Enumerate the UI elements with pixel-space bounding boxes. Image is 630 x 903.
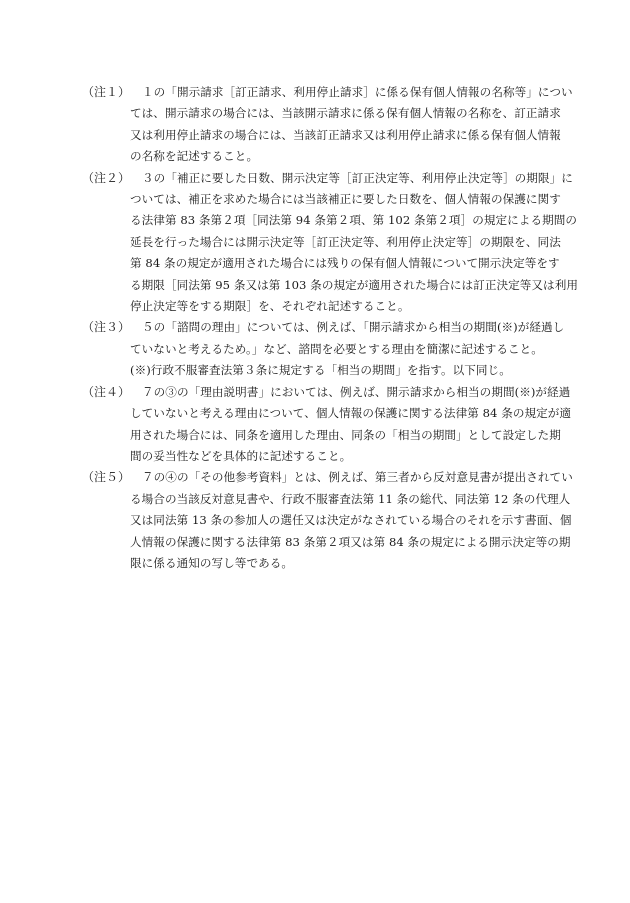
note-5 bbox=[82, 467, 573, 574]
note-line: 又は利用停止請求の場合には、当該訂正請求又は利用停止請求に係る保有個人情報 bbox=[130, 127, 561, 142]
note-line: ７の③の「理由説明書」においては、例えば、開示請求から相当の期間(※)が経過 bbox=[142, 384, 571, 399]
note-4 bbox=[82, 382, 572, 468]
note-label: （注４） bbox=[82, 384, 131, 399]
note-line: ていないと考えるため。」など、諮問を必要とする理由を簡潔に記述すること。 bbox=[130, 341, 543, 356]
note-body bbox=[130, 82, 573, 168]
note-line: ３の「補正に要した日数、開示決定等［訂正決定等、利用停止決定等］の期限」に bbox=[142, 170, 573, 185]
note-line: る期限［同法第 95 条又は第 103 条の規定が適用された場合には訂正決定等又は利用 bbox=[130, 277, 578, 292]
note-line: 用された場合には、同条を適用した理由、同条の「相当の期間」として設定した期 bbox=[130, 427, 561, 442]
note-body bbox=[130, 317, 564, 381]
note-label: （注３） bbox=[82, 320, 131, 335]
note-line: 間の妥当性などを具体的に記述すること。 bbox=[130, 448, 352, 463]
note-line: 第 84 条の規定が適用された場合には残りの保有個人情報について開示決定等をす bbox=[130, 256, 560, 271]
note-3 bbox=[82, 317, 565, 381]
note-line: 停止決定等をする期限］を、それぞれ記述すること。 bbox=[130, 299, 410, 314]
note-body bbox=[130, 382, 571, 468]
note-2 bbox=[82, 168, 578, 318]
note-line: １の「開示請求［訂正請求、利用停止請求］に係る保有個人情報の名称等」につい bbox=[142, 85, 573, 99]
note-line: 又は同法第 13 条の参加人の選任又は決定がなされている場合のそれを示す書面、個 bbox=[130, 513, 572, 528]
note-line: 人情報の保護に関する法律第 83 条第２項又は第 84 条の規定による開示決定等の期 bbox=[130, 534, 571, 549]
note-line: る法律第 83 条第２項［同法第 94 条第２項、第 102 条第２項］の規定による期間の bbox=[130, 213, 578, 228]
note-line: る場合の当該反対意見書や、行政不服審査法第 11 条の総代、同法第 12 条の代理人 bbox=[130, 491, 571, 506]
note-body bbox=[130, 467, 573, 574]
note-line: ７の④の「その他参考資料」とは、例えば、第三者から反対意見書が提出されてい bbox=[142, 470, 573, 485]
note-1 bbox=[82, 82, 573, 168]
note-line: 限に係る通知の写し等である。 bbox=[130, 555, 294, 570]
note-body bbox=[130, 168, 578, 318]
note-line: ては、開示請求の場合には、当該開示請求に係る保有個人情報の名称を、訂正請求 bbox=[130, 106, 561, 121]
notes-list bbox=[82, 82, 578, 574]
note-line: 延長を行った場合には開示決定等［訂正決定等、利用停止決定等］の期限を、同法 bbox=[130, 234, 561, 249]
note-subnote: (※)行政不服審査法第３条に規定する「相当の期間」を指す。以下同じ。 bbox=[130, 363, 511, 378]
note-line: ついては、補正を求めた場合には当該補正に要した日数を、個人情報の保護に関す bbox=[130, 192, 561, 207]
note-label: （注１） bbox=[82, 85, 131, 99]
note-line: の名称を記述すること。 bbox=[130, 149, 259, 164]
note-label: （注５） bbox=[82, 470, 131, 485]
note-line: ５の「諮問の理由」については、例えば、「開示請求から相当の期間(※)が経過し bbox=[142, 320, 565, 335]
note-label: （注２） bbox=[82, 170, 131, 185]
note-line: していないと考える理由について、個人情報の保護に関する法律第 84 条の規定が適 bbox=[130, 406, 572, 421]
